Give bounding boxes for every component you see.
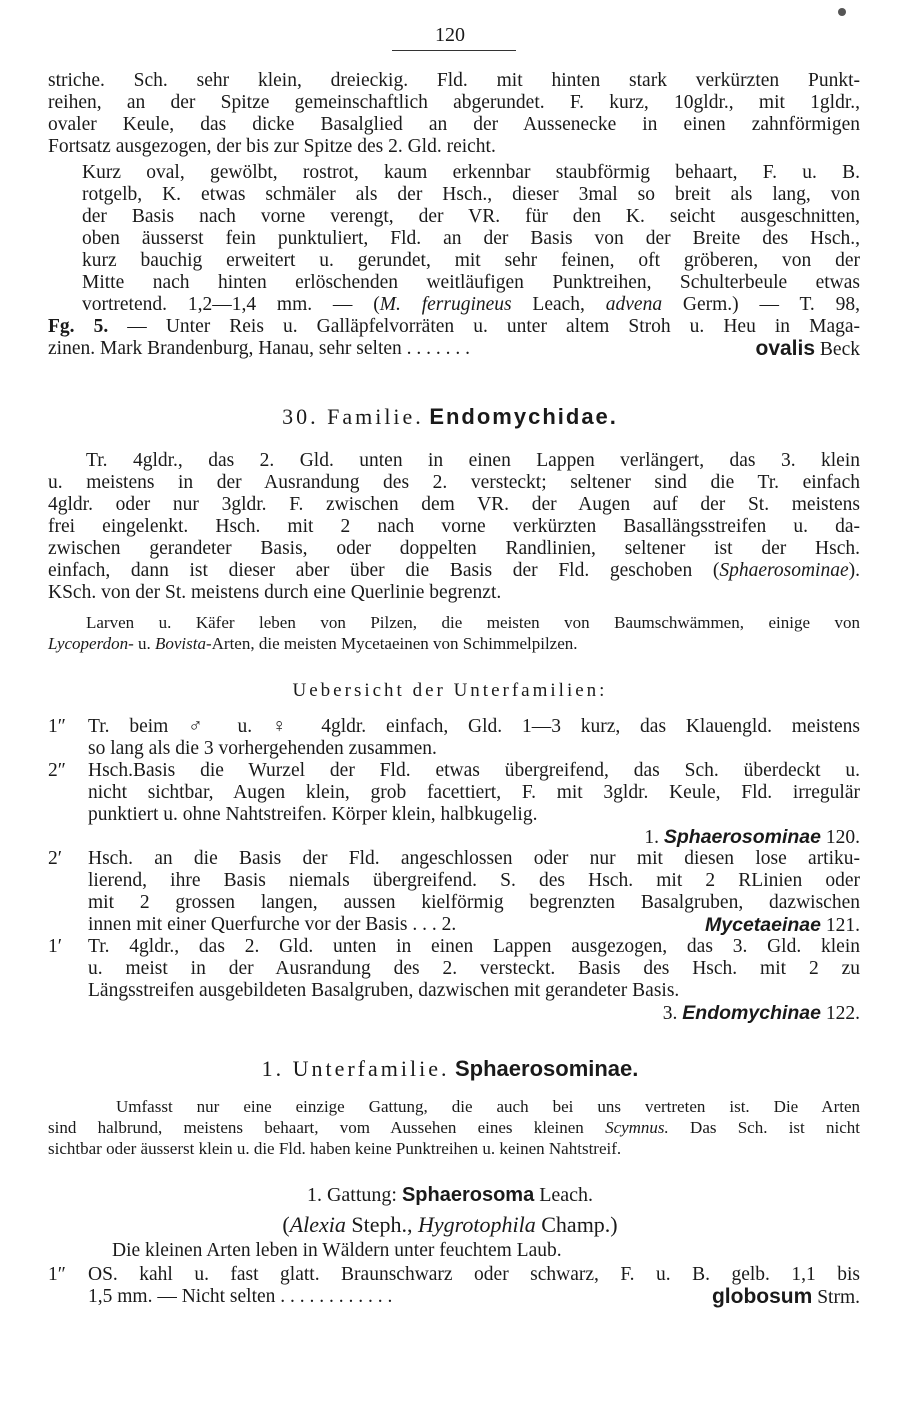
continuation-line: Fortsatz ausgezogen, der bis zur Spitze des 2. Gld. reicht.: [48, 136, 496, 157]
genus-intro: [48, 1240, 860, 1262]
key-couplet: [48, 936, 860, 1024]
genus-synonyms: (Alexia Steph., Hygrotophila Champ.): [282, 1212, 618, 1237]
intro-line: 4gldr. oder nur 3gldr. F. zwischen dem VR. der Augen auf der St. meistens: [48, 494, 860, 515]
key-line: innen mit einer Querfurche vor der Basis . . . 2. Mycetaeinae 121.: [88, 914, 860, 936]
key-line: nicht sichtbar, Augen klein, grob facettiert, F. mit 3gldr. Keule, Fld. irregulär: [88, 782, 860, 803]
subfamily-name: Mycetaeinae: [705, 914, 821, 936]
genus-heading: 1. Gattung: Sphaerosoma Leach.: [306, 1184, 594, 1206]
key-line: 1″ Tr. beim ♂ u. ♀ 4gldr. einfach, Gld. 1—3 kurz, das Klauengld. meistens: [48, 716, 860, 737]
species-line: zinen. Mark Brandenburg, Hanau, sehr selten . . . . . . . ovalis Beck: [48, 337, 860, 360]
species-size-block: [48, 294, 860, 360]
description-line: der Basis nach vorne verengt, der VR. für den K. seicht ausgeschnitten,: [82, 206, 860, 227]
key-result: 3. Endomychinae 122.: [662, 1002, 860, 1024]
intro-line: frei eingelenkt. Hsch. mit 2 nach vorne verkürzten Basallängsstreifen u. da-: [48, 516, 860, 537]
continuation-line: striche. Sch. sehr klein, dreieckig. Fld. mit hinten stark verkürzten Punkt-: [48, 70, 860, 91]
key-heading: Uebersicht der Unterfamilien:: [292, 680, 608, 701]
synonym: M. ferrugineus: [379, 294, 512, 315]
description-line: Kurz oval, gewölbt, rostrot, kaum erkennbar staubförmig behaart, F. u. B.: [82, 162, 860, 183]
key-line: so lang als die 3 vorhergehenden zusammen.: [88, 738, 437, 759]
note-line: Lycoperdon- u. Bovista-Arten, die meisten Mycetaeinen von Schimmelpilzen.: [48, 634, 578, 653]
key-number: 2″: [48, 760, 66, 781]
species-name: globosum: [711, 1285, 813, 1308]
description-line: oben äusserst fein punktuliert, Fld. an der Basis von der Breite des Hsch.,: [82, 228, 860, 249]
species-author: Beck: [819, 339, 860, 360]
key-line: 1′ Tr. 4gldr., das 2. Gld. unten in einen Lappen ausgezogen, das 3. Gld. klein: [48, 936, 860, 957]
synonym: advena: [605, 294, 663, 315]
figure-line: Fg. 5. — Unter Reis u. Galläpfelvorräten u. unter altem Stroh u. Heu in Maga-: [48, 316, 860, 337]
key-number: 2′: [48, 848, 63, 869]
description-line: rotgelb, K. etwas schmäler als der Hsch., dieser 3mal so breit als lang, von: [82, 184, 860, 205]
species-name: ovalis: [755, 337, 816, 360]
key-line: lierend, ihre Basis niemals übergreifend. S. des Hsch. mit 2 RLinien oder: [88, 870, 860, 891]
key-line: 2′ Hsch. an die Basis der Fld. angeschlossen oder nur mit diesen lose artiku-: [48, 848, 860, 869]
size-line: vortretend. 1,2—1,4 mm. — (M. ferrugineus Leach, advena Germ.) — T. 98,: [82, 294, 860, 315]
subfamily-intro-line: sind halbrund, meistens behaart, vom Aussehen eines kleinen Scymnus. Das Sch. ist nicht: [48, 1118, 860, 1137]
intro-line: einfach, dann ist dieser aber über die Basis der Fld. geschoben (Sphaerosominae).: [48, 560, 860, 581]
description-line: Mitte nach hinten erlöschenden weitläufigen Punktreihen, Schulterbeule etwas: [82, 272, 860, 293]
key-number: 1″: [48, 1264, 66, 1285]
ink-speck: [838, 8, 846, 16]
subfamily-intro-line: sichtbar oder äusserst klein u. die Fld. haben keine Punktreihen u. keinen Nahtstreif.: [48, 1139, 622, 1158]
intro-line: zwischen gerandeter Basis, oder doppelten Randlinien, seltener ist der Hsch.: [48, 538, 860, 559]
page-number: 120: [435, 24, 465, 46]
page-number-rule: [392, 50, 516, 51]
species-description: [82, 162, 860, 294]
key-number: 1′: [48, 936, 63, 957]
subfamily-intro: [48, 1096, 860, 1159]
key-line: 2″ Hsch.Basis die Wurzel der Fld. etwas übergreifend, das Sch. überdeckt u.: [48, 760, 860, 781]
key-couplet: [48, 848, 860, 936]
key-line: punktiert u. ohne Nahtstreifen. Körper klein, halbkugelig.: [88, 804, 538, 825]
key-line: Längsstreifen ausgebildeten Basalgruben, dazwischen mit gerandeter Basis.: [88, 980, 680, 1001]
species-entry-line: 1″ OS. kahl u. fast glatt. Braunschwarz oder schwarz, F. u. B. gelb. 1,1 bis: [48, 1264, 860, 1285]
continuation-block: [48, 70, 860, 158]
genus-name: Sphaerosoma: [401, 1184, 535, 1206]
subfamily-title: Sphaerosominae.: [455, 1056, 639, 1081]
key-line: u. meist in der Ausrandung des 2. versteckt. Basis des Hsch. mit 2 zu: [88, 958, 860, 979]
note-line: Larven u. Käfer leben von Pilzen, die meisten von Baumschwämmen, einige von: [86, 613, 860, 632]
key-couplet: [48, 760, 860, 848]
key-result: 1. Sphaerosominae 120.: [644, 826, 860, 848]
species-entry: [48, 1264, 860, 1308]
larvae-note: [48, 612, 860, 654]
family-heading: 30. Familie. Endomychidae.: [282, 404, 618, 429]
species-author: Strm.: [817, 1287, 860, 1308]
genus-intro-line: Die kleinen Arten leben in Wäldern unter feuchtem Laub.: [112, 1240, 562, 1261]
subfamily-key: [48, 716, 860, 1024]
family-intro: [48, 450, 860, 604]
subfamily-name: Sphaerosominae: [663, 826, 821, 848]
family-name: Endomychidae.: [429, 404, 618, 429]
key-couplet: [48, 716, 860, 760]
subfamily-intro-line: Umfasst nur eine einzige Gattung, die auch bei uns vertreten ist. Die Arten: [116, 1097, 860, 1116]
key-number: 1″: [48, 716, 66, 737]
key-line: mit 2 grossen langen, aussen kielförmig begrenzten Basalgruben, dazwischen: [88, 892, 860, 913]
figure-ref: Fg. 5.: [48, 316, 109, 337]
continuation-line: reihen, an der Spitze gemeinschaftlich abgerundet. F. kurz, 10gldr., mit 1gldr.,: [48, 92, 860, 113]
intro-line: Tr. 4gldr., das 2. Gld. unten in einen Lappen verlängert, das 3. klein: [86, 450, 860, 471]
description-line: kurz bauchig erweitert u. gerundet, mit sehr feinen, oft gröberen, von der: [82, 250, 860, 271]
species-entry-line: 1,5 mm. — Nicht selten . . . . . . . . . . . . globosum Strm.: [88, 1285, 860, 1308]
subfamily-name: Endomychinae: [682, 1002, 821, 1024]
intro-line: u. meistens in der Ausrandung des 2. versteckt; seltener sind die Tr. einfach: [48, 472, 860, 493]
continuation-line: ovaler Keule, das dicke Basalglied an der Aussenecke in einen zahnförmigen: [48, 114, 860, 135]
intro-line: KSch. von der St. meistens durch eine Querlinie begrenzt.: [48, 582, 502, 603]
subfamily-heading: 1. Unterfamilie. Sphaerosominae.: [261, 1056, 639, 1081]
